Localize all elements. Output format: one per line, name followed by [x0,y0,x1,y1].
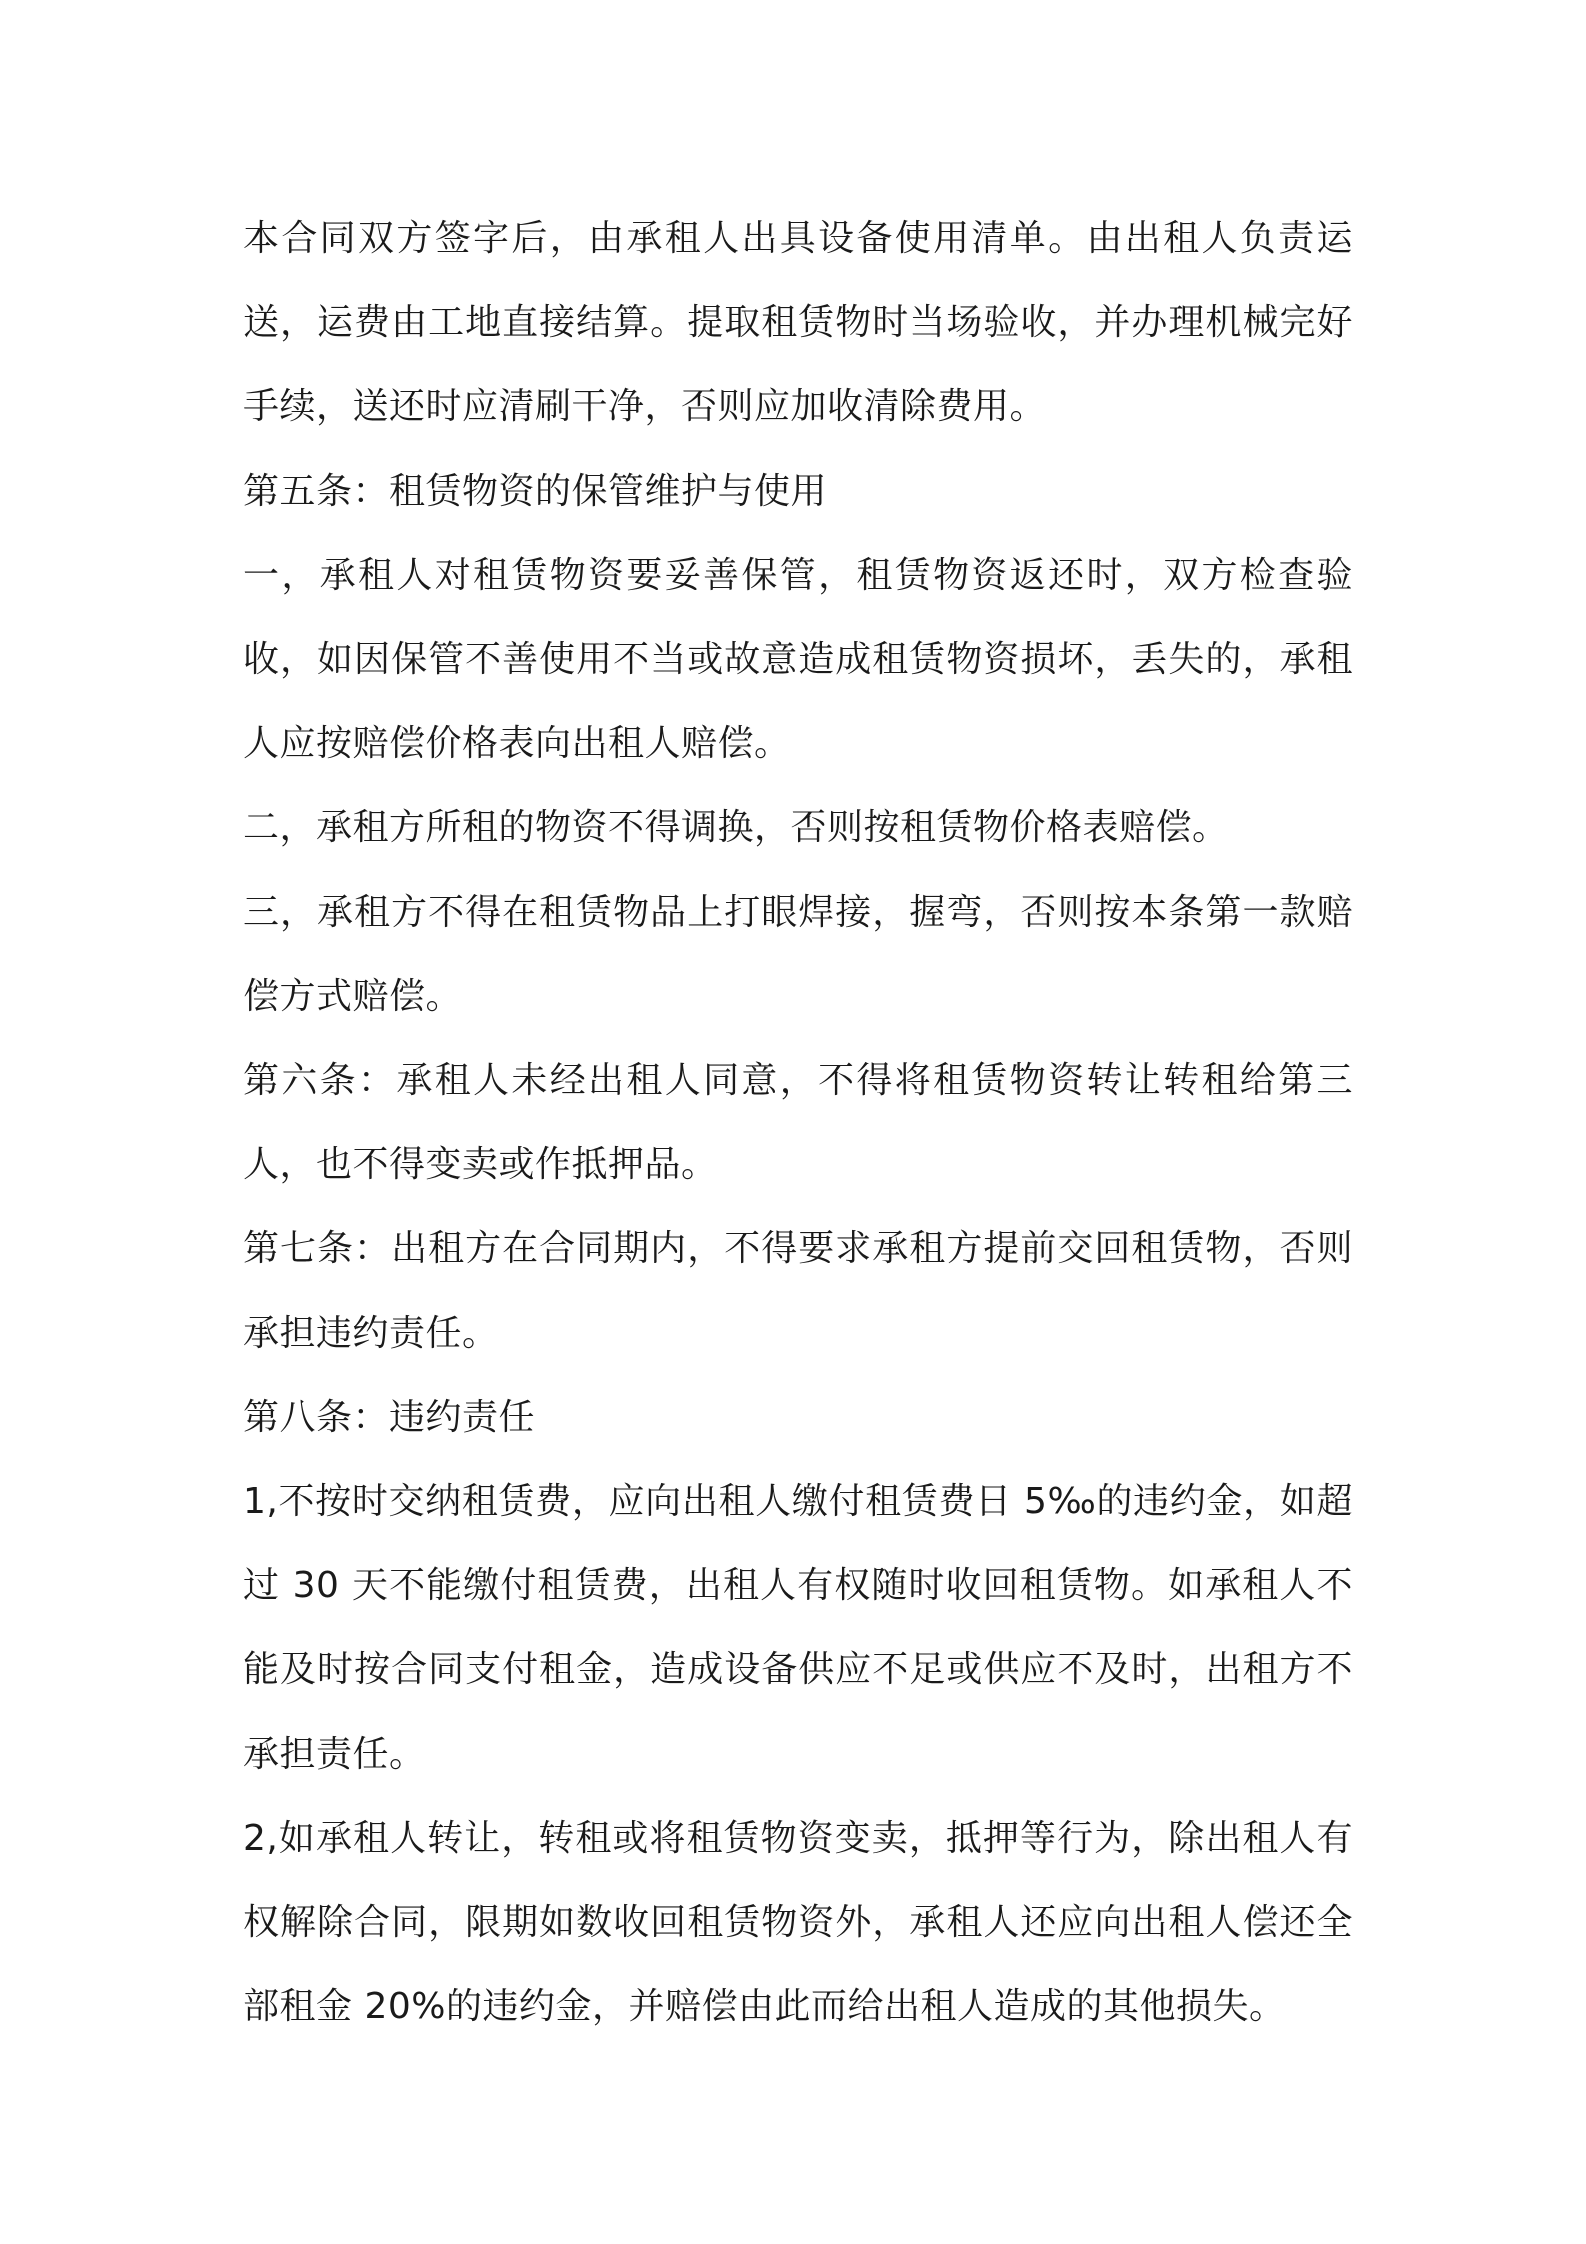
contract-body [243,197,1353,2049]
paragraph-delivery: 本合同双方签字后，由承租人出具设备使用清单。由出租人负责运送，运费由工地直接结算。提取租赁物时当场验收，并办理机械完好手续，送还时应清刷干净，否则应加收清除费用。 [243,218,1353,428]
heading-article-8: 第八条：违约责任 [243,1396,536,1438]
paragraph-article-5-item-2: 二，承租方所租的物资不得调换，否则按租赁物价格表赔偿。 [243,807,1229,849]
paragraph-article-5-item-3: 三，承租方不得在租赁物品上打眼焊接，握弯，否则按本条第一款赔偿方式赔偿。 [243,891,1353,1017]
paragraph-article-6: 第六条：承租人未经出租人同意，不得将租赁物资转让转租给第三人，也不得变卖或作抵押品。 [243,1060,1353,1186]
paragraph-article-7: 第七条：出租方在合同期内，不得要求承租方提前交回租赁物，否则承担违约责任。 [243,1228,1353,1354]
paragraph-article-5-item-1: 一，承租人对租赁物资要妥善保管，租赁物资返还时，双方检查验收，如因保管不善使用不当或故意造成租赁物资损坏，丢失的，承租人应按赔偿价格表向出租人赔偿。 [243,554,1353,765]
paragraph-article-8-item-2: 2,如承租人转让，转租或将租赁物资变卖，抵押等行为，除出租人有权解除合同，限期如数收回租赁物资外，承租人还应向出租人偿还全部租金 20%的违约金，并赔偿由此而给出租人造成的其他损失。 [243,1817,1353,2028]
heading-article-5: 第五条：租赁物资的保管维护与使用 [243,470,828,512]
paragraph-article-8-item-1: 1,不按时交纳租赁费，应向出租人缴付租赁费日 5‰的违约金，如超过 30 天不能缴付租赁费，出租人有权随时收回租赁物。如承租人不能及时按合同支付租金，造成设备供应不足或供应不及时，出租方不承担责任。 [243,1481,1353,1775]
